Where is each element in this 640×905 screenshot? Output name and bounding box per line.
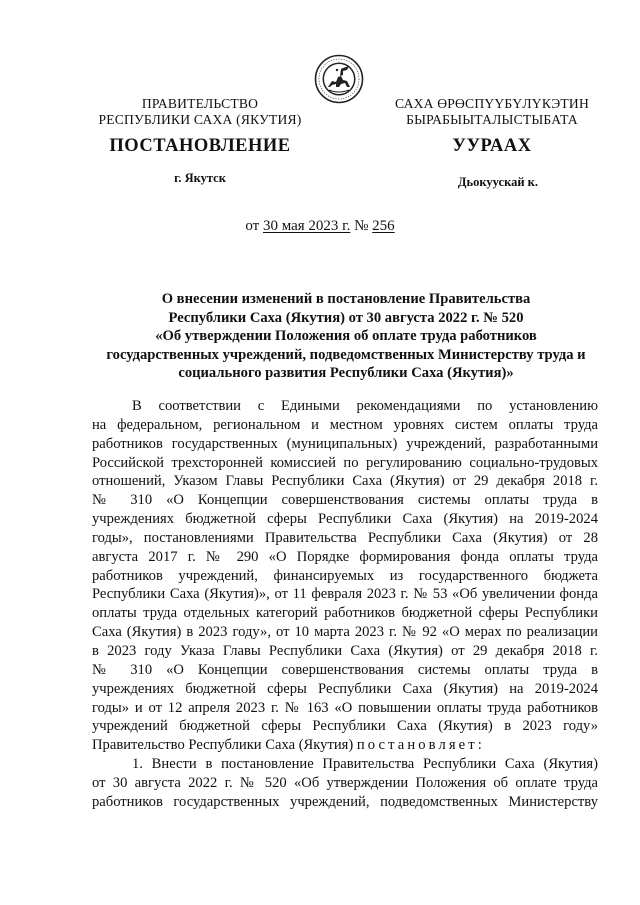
body-line: Саха (Якутия) в 2023 году», от 10 марта 2023 г. № 92 «О мерах по реализации <box>92 624 598 641</box>
item-1-line: от 30 августа 2022 г. № 520 «Об утверждении Положения об оплате труда <box>92 774 598 791</box>
title-line: государственных учреждений, подведомственных Министерству труда и <box>106 346 586 363</box>
body-line: № 310 «О Концепции совершенствования системы оплаты труда в <box>92 492 598 509</box>
city-russian: г. Якутск <box>174 171 226 185</box>
body-line: отношений, Указом Главы Республики Саха (Якутия) от 29 декабря 2018 г. <box>92 473 598 490</box>
title-line: социального развития Республики Саха (Якутия)» <box>178 365 514 382</box>
body-line: работников учреждений, финансируемых из государственного бюджета <box>92 567 598 584</box>
body-line: учреждений бюджетной сферы Республики Саха (Якутия) в 2023 году» <box>92 718 598 735</box>
issuer-line: ПРАВИТЕЛЬСТВО <box>141 96 259 111</box>
title-line: «Об утверждении Положения об оплате труда работников <box>155 328 537 345</box>
doc-kind-russian: ПОСТАНОВЛЕНИЕ <box>109 136 291 156</box>
issuer-line: БЫРАБЫЫТАЛЫСТЫБАТА <box>406 112 578 127</box>
document-number: 256 <box>372 218 395 234</box>
title-line: О внесении изменений в постановление Правительства <box>161 291 531 307</box>
resolve-prefix: Правительство Республики Саха (Якутия) <box>92 737 357 754</box>
body-line: годы», постановлениями Правительства Республики Саха (Якутия) от 28 <box>92 529 598 546</box>
issuer-name-yakut <box>388 96 596 128</box>
resolve-line <box>92 736 598 755</box>
issuer-name-russian <box>92 96 308 128</box>
date-prefix: от <box>245 218 263 234</box>
body-line: Российской трехсторонней комиссией по регулированию социально-трудовых <box>92 454 598 471</box>
body-line: работников государственных (муниципальных) учреждений, разработанными <box>92 435 598 452</box>
number-sign: № <box>350 218 373 234</box>
issuer-line: САХА ӨРӨСПҮҮБҮЛҮКЭТИН <box>395 96 589 111</box>
body-line: в 2023 году Указа Главы Республики Саха (Якутия) от 29 декабря 2018 г. <box>92 642 598 659</box>
body-line: годы» и от 12 апреля 2023 г. № 163 «О повышении оплаты труда работников <box>92 699 598 716</box>
city-yakut: Дьокуускай к. <box>457 175 538 189</box>
document-date: 30 мая 2023 г. <box>262 218 351 234</box>
coat-of-arms-sakha-icon <box>314 54 364 104</box>
resolve-word: постановляет: <box>356 737 485 754</box>
body-line: оплаты труда отдельных категорий работников бюджетной сферы Республики <box>92 605 598 622</box>
body-line: Республики Саха (Якутия)», от 11 февраля 2023 г. № 53 «Об увеличении фонда <box>92 586 598 603</box>
document-title <box>92 290 600 383</box>
body-line: учреждениях бюджетной сферы Республики Саха (Якутия) на 2019-2024 <box>92 511 598 528</box>
body-line: В соответствии с Едиными рекомендациями по установлению <box>132 398 598 414</box>
title-line: Республики Саха (Якутия) от 30 августа 2022 г. № 520 <box>168 309 524 326</box>
document-body <box>92 397 598 812</box>
body-line: № 310 «О Концепции совершенствования системы оплаты труда в <box>92 661 598 678</box>
date-and-number <box>0 218 640 235</box>
item-1-line: работников государственных учреждений, подведомственных Министерству <box>92 793 598 810</box>
item-1-line: 1. Внести в постановление Правительства Республики Саха (Якутия) <box>132 756 598 773</box>
body-line: на федеральном, региональном и местном уровнях систем оплаты труда <box>92 416 598 433</box>
issuer-line: РЕСПУБЛИКИ САХА (ЯКУТИЯ) <box>98 112 302 127</box>
body-line: учреждениях бюджетной сферы Республики Саха (Якутия) на 2019-2024 <box>92 680 598 697</box>
body-line: августа 2017 г. № 290 «О Порядке формирования фонда оплаты труда <box>92 548 598 565</box>
doc-kind-yakut: УУРААХ <box>452 136 532 156</box>
